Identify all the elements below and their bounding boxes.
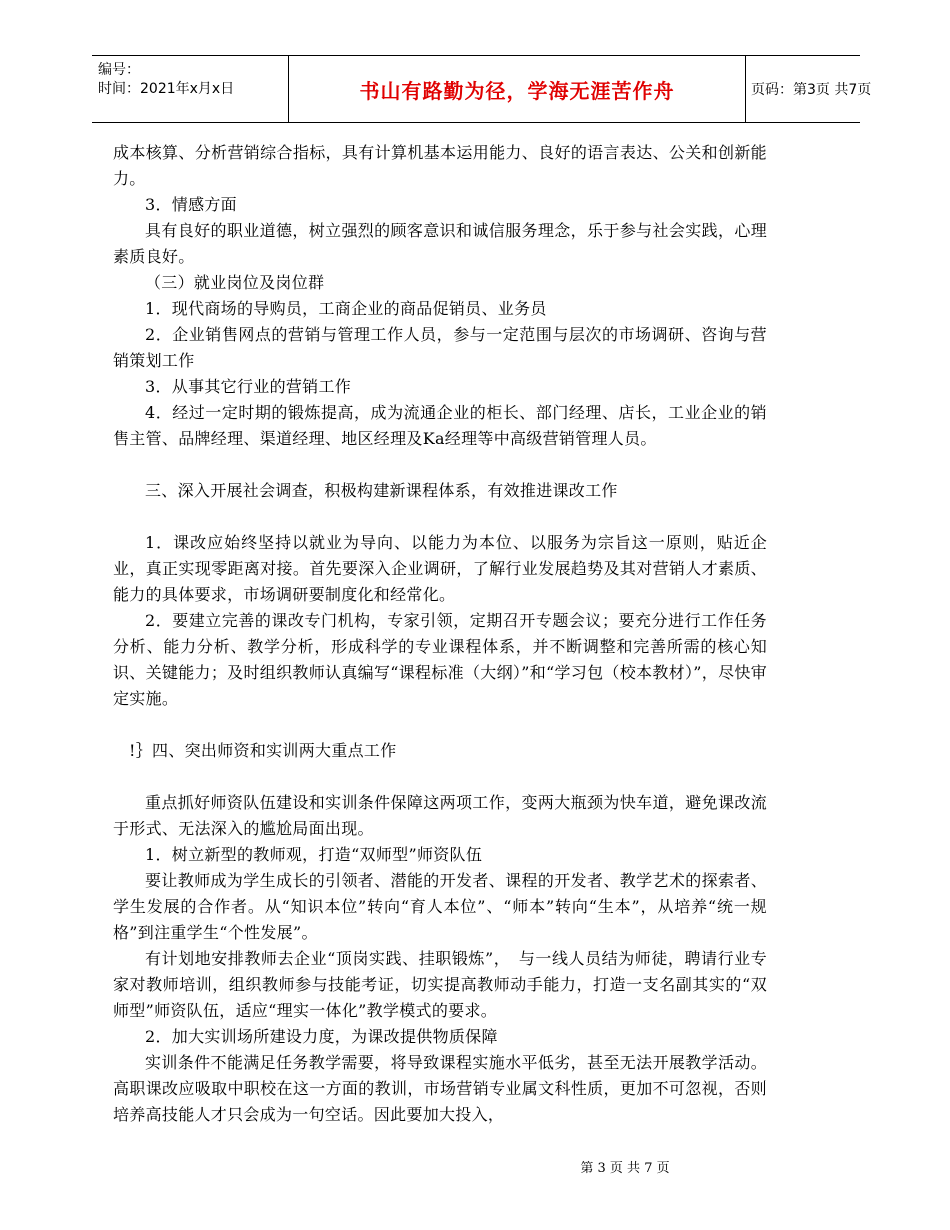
paragraph: 3．情感方面: [145, 195, 237, 214]
motto: 书山有路勤为径，学海无涯苦作舟: [359, 78, 675, 103]
paragraph: 成本核算、分析营销综合指标，具有计算机基本运用能力、良好的语言表达、公关和创新能力。: [113, 143, 767, 188]
paragraph: !｝四、突出师资和实训两大重点工作: [129, 741, 397, 760]
paragraph: 2．企业销售网点的营销与管理工作人员，参与一定范围与层次的市场调研、咨询与营销策划工作: [113, 325, 767, 370]
paragraph: 4．经过一定时期的锻炼提高，成为流通企业的柜长、部门经理、店长，工业企业的销售主管、品牌经理、渠道经理、地区经理及Ka经理等中高级营销管理人员。: [113, 403, 767, 448]
document-body: [113, 140, 767, 1128]
paragraph: 要让教师成为学生成长的引领者、潜能的开发者、课程的开发者、教学艺术的探索者、学生发展的合作者。从“知识本位”转向“育人本位”、“师本”转向“生本”，从培养“统一规格”到注重学生“个性发展”。: [113, 871, 767, 942]
paragraph: 1．树立新型的教师观，打造“双师型”师资队伍: [145, 845, 483, 864]
page-footer: 第 3 页 共 7 页: [580, 1161, 670, 1176]
number-label: 编号：: [98, 62, 140, 78]
header-page-cell: [745, 56, 872, 122]
paragraph: 3．从事其它行业的营销工作: [145, 377, 352, 396]
paragraph: 1．课改应始终坚持以就业为导向、以能力为本位、以服务为宗旨这一原则，贴近企业，真正实现零距离对接。首先要深入企业调研，了解行业发展趋势及其对营销人才素质、能力的具体要求，市场调研要制度化和经常化。: [113, 533, 767, 604]
page-header: [92, 55, 872, 123]
paragraph: 三、深入开展社会调查，积极构建新课程体系，有效推进课改工作: [145, 481, 618, 500]
paragraph: 重点抓好师资队伍建设和实训条件保障这两项工作，变两大瓶颈为快车道，避免课改流于形式、无法深入的尴尬局面出现。: [113, 793, 767, 838]
paragraph: 2．要建立完善的课改专门机构，专家引领，定期召开专题会议；要充分进行工作任务分析、能力分析、教学分析，形成科学的专业课程体系，并不断调整和完善所需的核心知识、关键能力；及时组织教师认真编写“课程标准（大纲）”和“学习包（校本教材）”，尽快审定实施。: [113, 611, 767, 708]
paragraph: （三）就业岗位及岗位群: [145, 273, 325, 292]
header-meta: [92, 56, 288, 122]
paragraph-gap: [113, 504, 767, 530]
time-label: 时间：2021年x月x日: [98, 81, 235, 97]
paragraph-gap: [113, 764, 767, 790]
paragraph-gap: [113, 712, 767, 738]
paragraph: 2．加大实训场所建设力度，为课改提供物质保障: [145, 1027, 498, 1046]
header-motto-cell: [288, 56, 746, 122]
paragraph-gap: [113, 452, 767, 478]
paragraph: 具有良好的职业道德，树立强烈的顾客意识和诚信服务理念，乐于参与社会实践，心理素质良好。: [113, 221, 767, 266]
paragraph: 有计划地安排教师去企业“顶岗实践、挂职锻炼”， 与一线人员结为师徒，聘请行业专家对教师培训，组织教师参与技能考证，切实提高教师动手能力，打造一支名副其实的“双师型”师资队伍，适应“理实一体化”教学模式的要求。: [113, 949, 767, 1020]
paragraph: 实训条件不能满足任务教学需要，将导致课程实施水平低劣，甚至无法开展教学活动。高职课改应吸取中职校在这一方面的教训，市场营销专业属文科性质，更加不可忽视，否则培养高技能人才只会成为一句空话。因此要加大投入，: [113, 1053, 767, 1124]
paragraph: 1．现代商场的导购员，工商企业的商品促销员、业务员: [145, 299, 547, 318]
page-code: 页码：第3页 共7页: [751, 82, 872, 98]
